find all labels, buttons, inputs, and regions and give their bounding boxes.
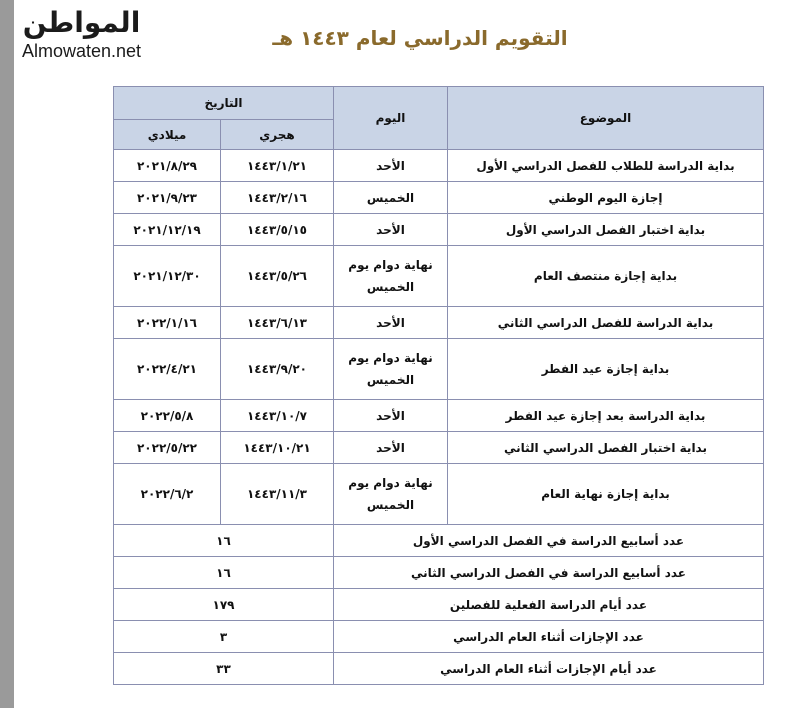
row-gregorian-date: ٢٠٢٢/٤/٢١ [114,339,221,400]
row-day: الأحد [334,307,448,339]
row-hijri-date: ١٤٤٣/١١/٣ [221,464,334,525]
summary-row [114,653,764,685]
header-date: التاريخ [114,87,334,120]
summary-label: عدد أسابيع الدراسة في الفصل الدراسي الثاني [334,557,764,589]
table-row [114,214,764,246]
row-hijri-date: ١٤٤٣/١/٢١ [221,150,334,182]
row-gregorian-date: ٢٠٢٢/٥/٢٢ [114,432,221,464]
row-hijri-date: ١٤٤٣/٦/١٣ [221,307,334,339]
page-title: التقويم الدراسي لعام ١٤٤٣ هـ [272,26,568,50]
left-border-strip [0,0,14,708]
row-day: الخميس [334,182,448,214]
table-row [114,464,764,525]
row-gregorian-date: ٢٠٢١/٩/٢٣ [114,182,221,214]
row-day: نهاية دوام يوم الخميس [334,464,448,525]
summary-value: ٣٣ [114,653,334,685]
summary-label: عدد أسابيع الدراسة في الفصل الدراسي الأول [334,525,764,557]
row-subject: بداية إجازة عيد الفطر [448,339,764,400]
summary-value: ٣ [114,621,334,653]
row-day: الأحد [334,432,448,464]
row-hijri-date: ١٤٤٣/٥/١٥ [221,214,334,246]
summary-row [114,589,764,621]
row-hijri-date: ١٤٤٣/٩/٢٠ [221,339,334,400]
table-row [114,150,764,182]
summary-row [114,621,764,653]
row-gregorian-date: ٢٠٢٢/١/١٦ [114,307,221,339]
row-hijri-date: ١٤٤٣/٥/٢٦ [221,246,334,307]
summary-label: عدد أيام الدراسة الفعلية للفصلين [334,589,764,621]
row-subject: بداية إجازة نهاية العام [448,464,764,525]
row-subject: بداية الدراسة بعد إجازة عيد الفطر [448,400,764,432]
summary-row [114,557,764,589]
row-subject: بداية الدراسة للطلاب للفصل الدراسي الأول [448,150,764,182]
header-gregorian: ميلادي [114,120,221,150]
summary-value: ١٦ [114,557,334,589]
header-day: اليوم [334,87,448,150]
table-row [114,339,764,400]
row-subject: بداية إجازة منتصف العام [448,246,764,307]
row-subject: بداية اختبار الفصل الدراسي الثاني [448,432,764,464]
row-day: الأحد [334,400,448,432]
logo-latin-text: Almowaten.net [21,41,142,61]
almowaten-logo [14,4,149,70]
table-row [114,182,764,214]
academic-calendar-table [113,86,764,685]
summary-row [114,525,764,557]
table-row [114,432,764,464]
row-hijri-date: ١٤٤٣/٢/١٦ [221,182,334,214]
table-row [114,400,764,432]
summary-label: عدد أيام الإجازات أثناء العام الدراسي [334,653,764,685]
row-day: الأحد [334,150,448,182]
row-hijri-date: ١٤٤٣/١٠/٢١ [221,432,334,464]
table-row [114,246,764,307]
row-subject: بداية اختبار الفصل الدراسي الأول [448,214,764,246]
header-subject: الموضوع [448,87,764,150]
row-gregorian-date: ٢٠٢١/١٢/١٩ [114,214,221,246]
row-day: نهاية دوام يوم الخميس [334,339,448,400]
row-gregorian-date: ٢٠٢١/١٢/٣٠ [114,246,221,307]
row-hijri-date: ١٤٤٣/١٠/٧ [221,400,334,432]
row-gregorian-date: ٢٠٢٢/٦/٢ [114,464,221,525]
row-gregorian-date: ٢٠٢١/٨/٢٩ [114,150,221,182]
row-subject: بداية الدراسة للفصل الدراسي الثاني [448,307,764,339]
row-subject: إجازة اليوم الوطني [448,182,764,214]
summary-value: ١٦ [114,525,334,557]
summary-label: عدد الإجازات أثناء العام الدراسي [334,621,764,653]
row-day: نهاية دوام يوم الخميس [334,246,448,307]
logo-arabic-text: المواطن [22,6,141,39]
table-row [114,307,764,339]
summary-value: ١٧٩ [114,589,334,621]
header-hijri: هجري [221,120,334,150]
table-header-row [114,87,764,120]
row-gregorian-date: ٢٠٢٢/٥/٨ [114,400,221,432]
row-day: الأحد [334,214,448,246]
